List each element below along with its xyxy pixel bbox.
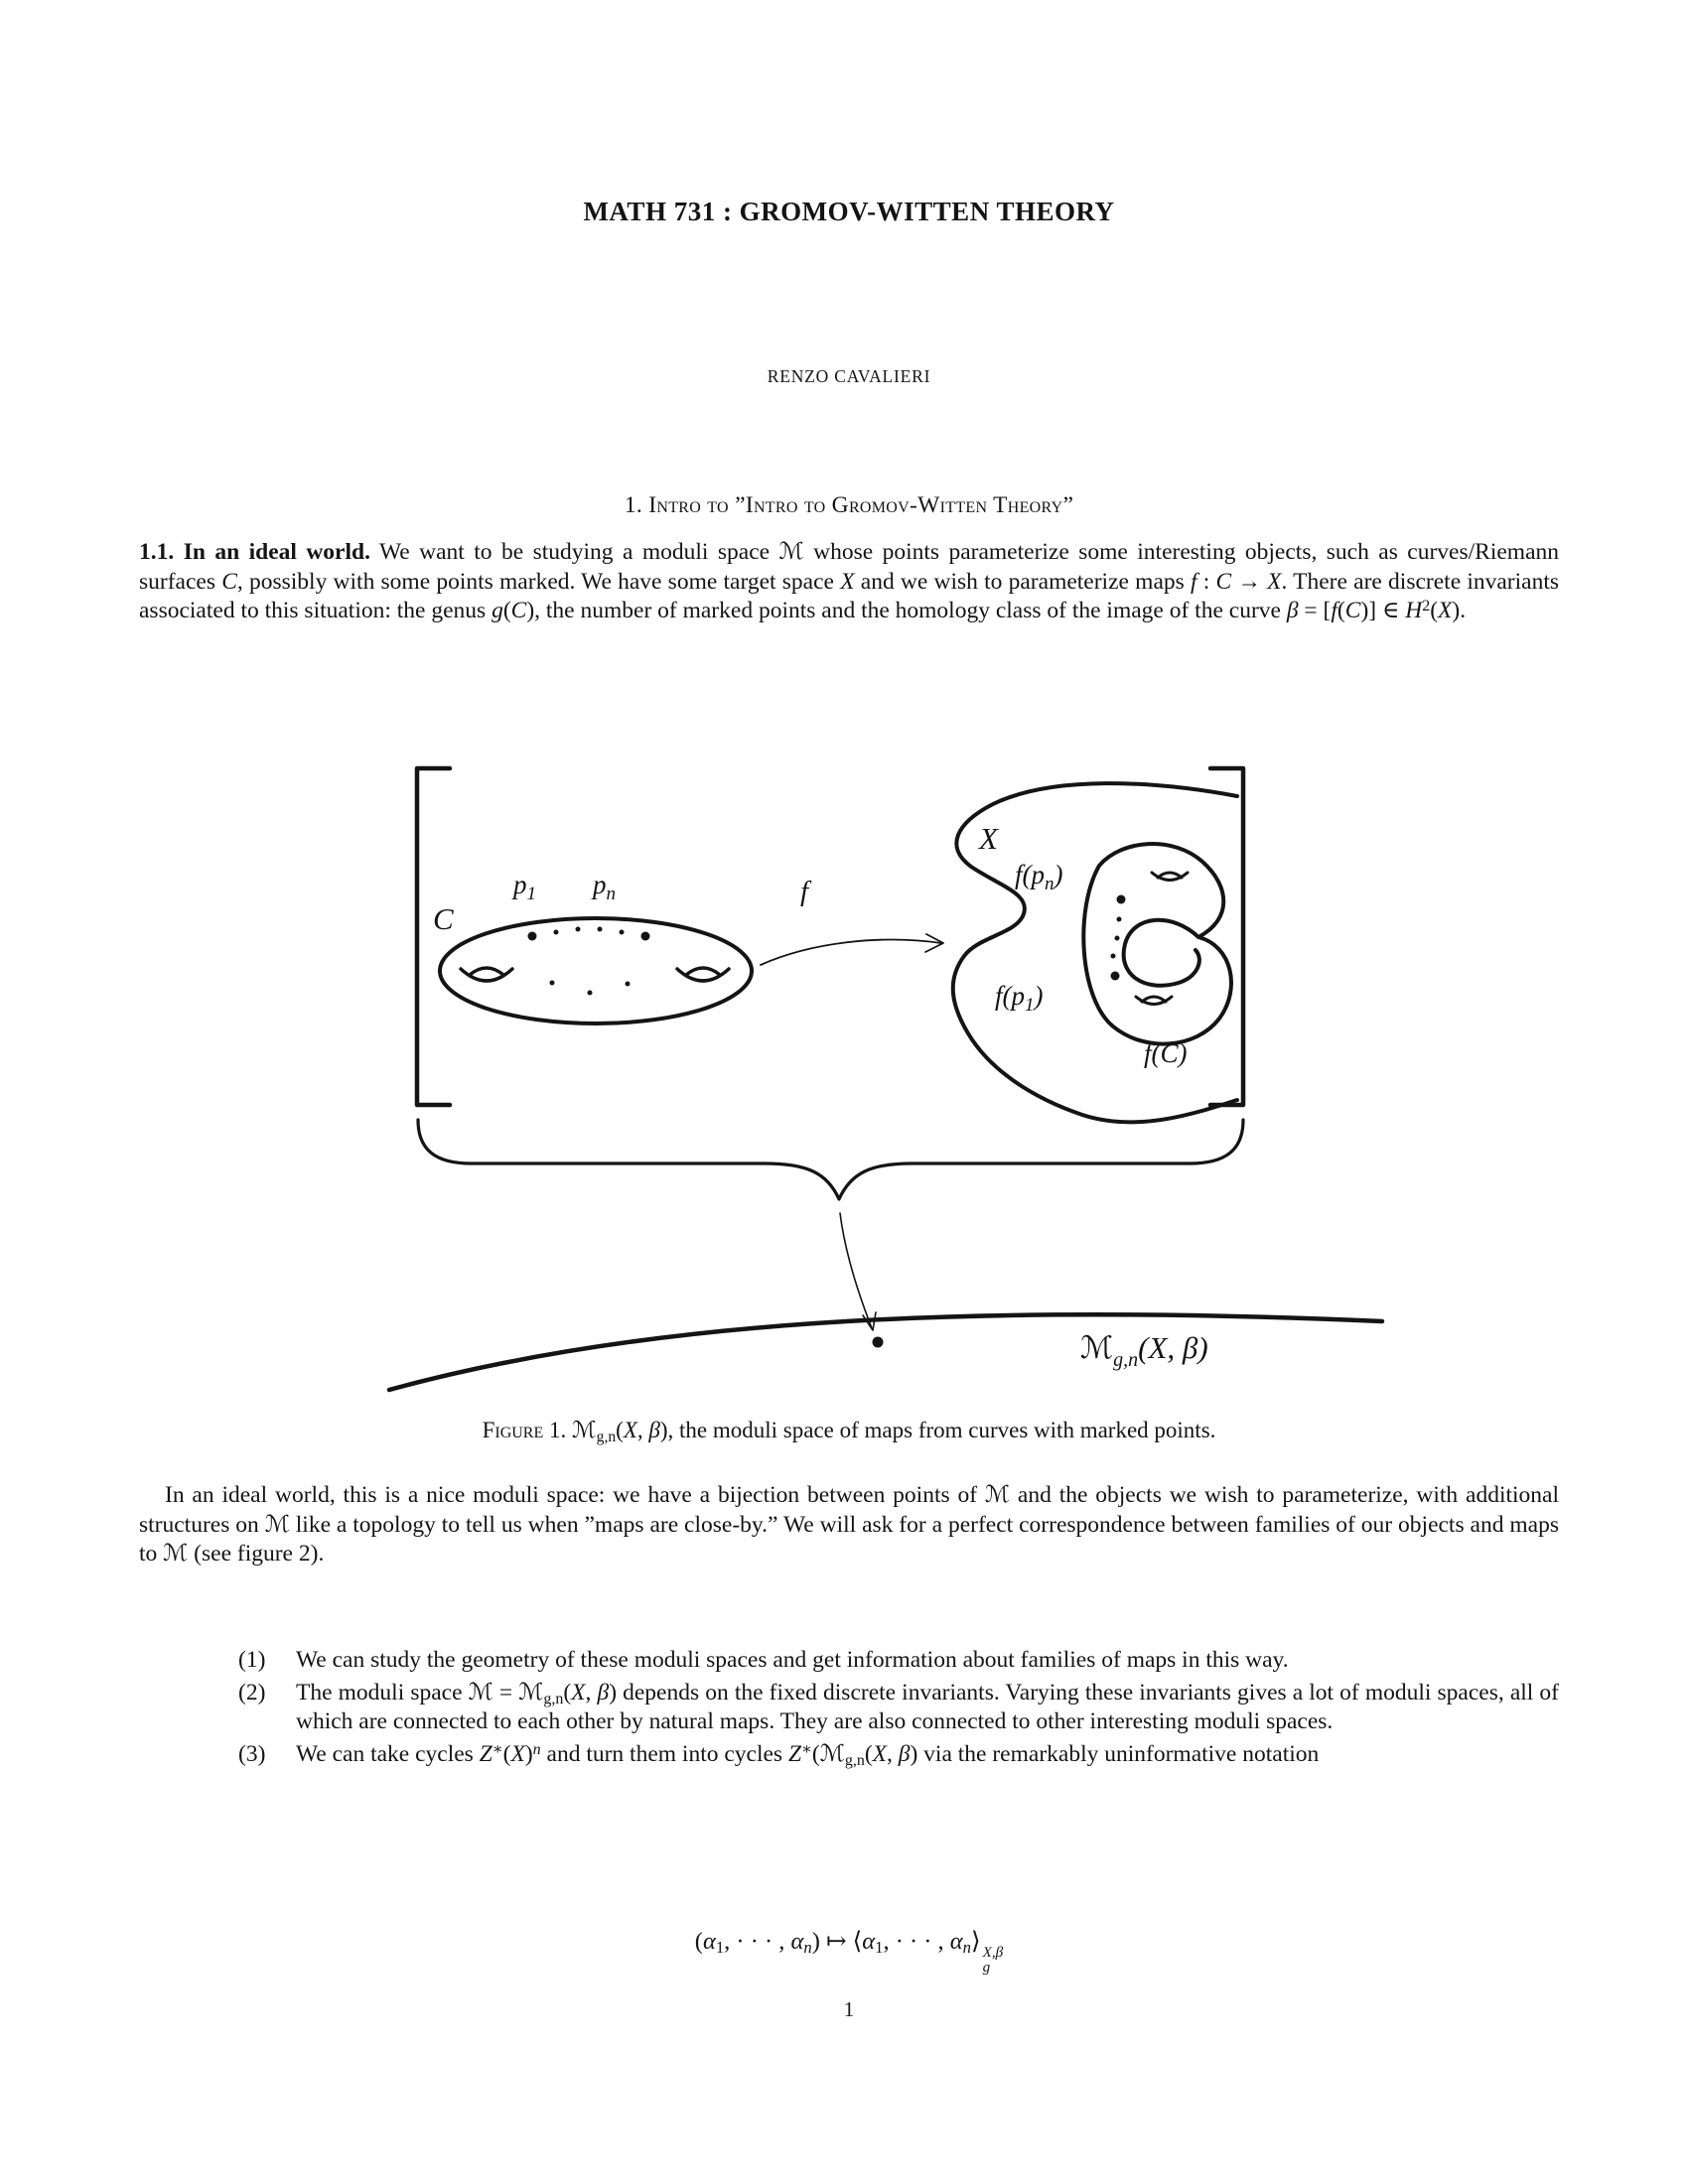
- item-marker: (3): [238, 1740, 266, 1767]
- list-item: [139, 1679, 1559, 1737]
- image-points-column: [1111, 895, 1126, 981]
- curly-brace: [418, 1120, 1243, 1199]
- item-marker: (2): [238, 1679, 266, 1706]
- page-number: 1: [843, 1997, 855, 2021]
- paragraph-body: We want to be studying a moduli space ℳ whose points parameterize some interesting objects, such as curves/Riemann surfaces C, possibly with some points marked. We have some target space X and we wish to parameterize maps f : C → X. There are discrete invariants associated to this situation: the genus g(C), the number of marked points and the homology class of the image of the curve β = [f(C)] ∈ $H^2(X)$.: [139, 539, 1560, 624]
- label-pn: $p_n$: [593, 870, 616, 904]
- label-f: f: [800, 876, 809, 907]
- image-curve-fc: [1083, 844, 1231, 1044]
- subsection-number: 1.1.: [139, 539, 175, 565]
- curve-c-outline: [440, 918, 752, 1024]
- moduli-space-curve: [389, 1314, 1382, 1390]
- page-title: MATH 731 : GROMOV-WITTEN THEORY: [583, 197, 1115, 226]
- lower-dots-row: [550, 981, 631, 996]
- author-name: RENZO CAVALIERI: [767, 366, 931, 386]
- numbered-list: [139, 1646, 1559, 1772]
- handle-icon: [677, 968, 729, 981]
- right-bracket: [1210, 768, 1243, 1105]
- paragraph-nice-moduli: In an ideal world, this is a nice moduli space: we have a bijection between points of ℳ and the objects we wish to parameterize, with additional structures on ℳ like a topology to tell us when ”maps are close-by.” We will ask for a perfect correspondence between families of our objects and maps to ℳ (see figure 2).: [139, 1482, 1559, 1568]
- label-p1: $p_1$: [513, 870, 536, 904]
- curve-c: [433, 870, 752, 1024]
- display-equation: ($\alpha_1$, · · · , $\alpha_n$) ↦ $⟨\alpha_1$, · · · , $\alpha_n⟩$ X,β g: [694, 1928, 1004, 1976]
- left-bracket: [417, 768, 450, 1105]
- figure-caption: [139, 1418, 1559, 1443]
- marked-points-row: [528, 927, 650, 941]
- handle-icon: [1152, 873, 1188, 881]
- section-heading: 1. Intro to ”Intro to Gromov-Witten Theory”: [624, 492, 1074, 518]
- list-item: [139, 1740, 1559, 1770]
- label-f-pn: $f(p_n)$: [1015, 860, 1063, 894]
- label-c: C: [433, 901, 454, 936]
- list-item: [139, 1646, 1559, 1676]
- caption-lead: Figure 1.: [482, 1418, 567, 1442]
- handle-icon: [461, 968, 512, 981]
- item-text: The moduli space ℳ = ℳ$_{g,n}$(X, β) depends on the fixed discrete invariants. Varying these invariants gives a lot of moduli spaces, all of which are connected to each other by natural maps. They are also connected to other interesting moduli spaces.: [296, 1679, 1560, 1735]
- label-x: X: [979, 821, 998, 856]
- item-text: We can take cycles $Z^∗(X)^n$ and turn them into cycles Z∗(ℳ$_{g,n}$(X, β) via the remarkably uninformative notation: [296, 1740, 1320, 1769]
- label-moduli-space: ℳ$_{g,n}$(X, β): [1080, 1330, 1208, 1371]
- subsection-title: In an ideal world.: [183, 539, 370, 565]
- handle-icon: [1136, 997, 1172, 1005]
- caption-text: ℳ$_{g,n}$(X, β), the moduli space of maps from curves with marked points.: [566, 1418, 1216, 1445]
- map-arrow-f: [761, 876, 943, 965]
- target-space-x: [953, 783, 1237, 1122]
- moduli-point: [873, 1337, 884, 1348]
- label-f-p1: $f(p_1)$: [995, 981, 1044, 1016]
- item-text: We can study the geometry of these moduli spaces and get information about families of maps in this way.: [296, 1647, 1289, 1673]
- arrow-to-moduli-point: [840, 1213, 876, 1330]
- item-marker: (1): [238, 1647, 266, 1673]
- label-f-c: f(C): [1144, 1038, 1188, 1068]
